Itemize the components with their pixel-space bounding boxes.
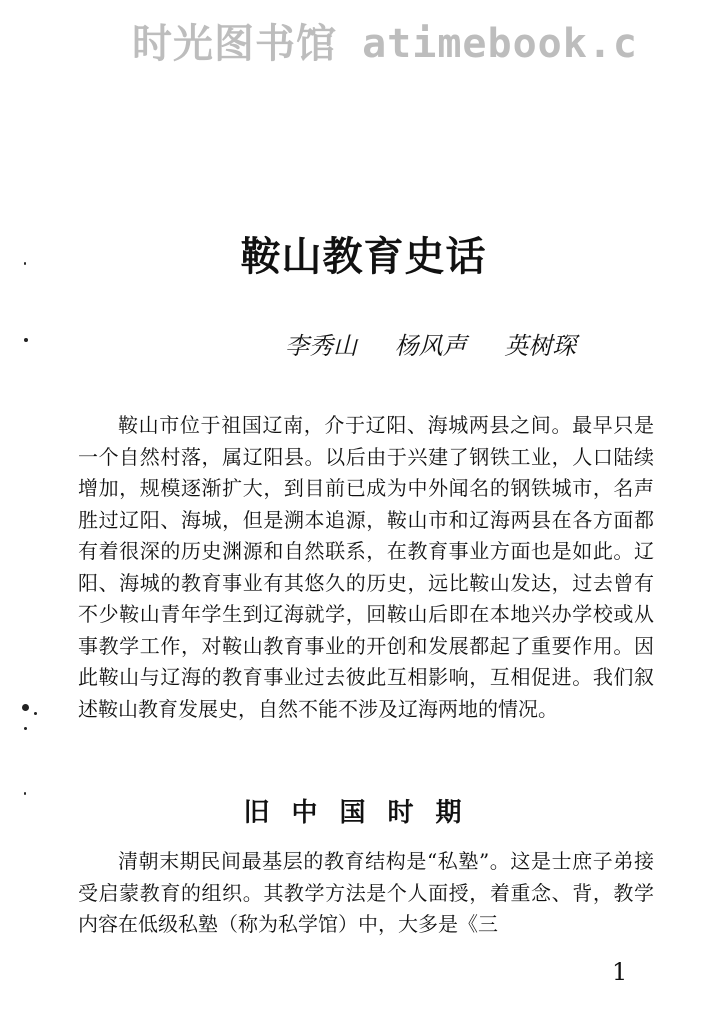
watermark: 时光图书馆 atimebook.c [132,21,638,67]
page-title: 鞍山教育史话 [240,234,487,280]
author-name: 杨风声 [394,332,467,360]
scan-speck [24,262,26,265]
page-number: 1 [612,958,628,986]
author-line [285,326,576,361]
scan-speck [34,712,37,715]
author-name: 李秀山 [285,332,357,360]
scan-speck [22,704,29,711]
scan-speck [24,792,26,795]
scan-speck [24,338,28,342]
intro-paragraph: 鞍山市位于祖国辽南，介于辽阳、海城两县之间。最早只是一个自然村落，属辽阳县。以后由于兴建了钢铁工业，人口陆续增加，规模逐渐扩大，到目前已成为中外闻名的钢铁城市，名声胜过辽阳、海城，但是溯本追源，鞍山市和辽海两县在各方面都有着很深的历史渊源和自然联系，在教育事业方面也是如此。辽阳、海城的教育事业有其悠久的历史，远比鞍山发达，过去曾有不少鞍山青年学生到辽海就学，回鞍山后即在本地兴办学校或从事教学工作，对鞍山教育事业的开创和发展都起了重要作用。因此鞍山与辽海的教育事业过去彼此互相影响，互相促进。我们叙述鞍山教育发展史，自然不能不涉及辽海两地的情况。 [78,413,654,721]
section-heading: 旧中国时期 [243,798,484,828]
author-name: 英树琛 [504,332,577,360]
body-paragraph: 清朝末期民间最基层的教育结构是“私塾”。这是士庶子弟接受启蒙教育的组织。其教学方法是个人面授，着重念、背，教学内容在低级私塾（称为私学馆）中，大多是《三 [78,849,654,936]
scan-speck [24,727,27,730]
